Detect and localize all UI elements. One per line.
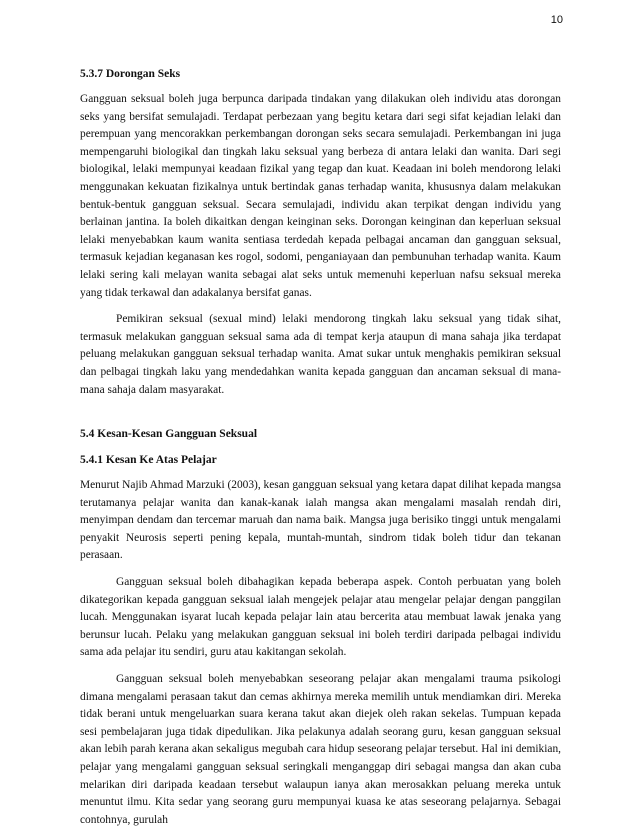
section-heading-5-3-7: 5.3.7 Dorongan Seks (80, 68, 181, 80)
section-heading-5-4-1: 5.4.1 Kesan Ke Atas Pelajar (80, 454, 217, 467)
page-number: 10 (550, 14, 563, 26)
document-body (80, 66, 561, 829)
body-paragraph: Pemikiran seksual (sexual mind) lelaki mendorong tingkah laku seksual yang tidak sihat, termasuk melakukan gangguan seksual sama ada di tempat kerja ataupun di mana sahaja jika terdapat peluang melakukan gangguan seksual terhadap wanita. Amat sukar untuk menghakis pemikiran seksual dan pelbagai tingkah laku yang mendedahkan wanita kepada gangguan dan ancaman seksual di mana-mana sahaja dalam masyarakat. (80, 313, 561, 396)
body-paragraph: Gangguan seksual boleh dibahagikan kepada beberapa aspek. Contoh perbuatan yang boleh dikategorikan kepada gangguan seksual ialah mengejek pelajar atau mengelar pelajar dengan panggilan lucah. Menggunakan isyarat lucah kepada pelajar lain atau bercerita atau membuat lawak jenaka yang berunsur lucah. Pelaku yang melakukan gangguan seksual ini boleh terdiri daripada pelbagai individu sama ada pelajar itu sendiri, guru atau kakitangan sekolah. (80, 576, 561, 659)
body-paragraph: Gangguan seksual boleh juga berpunca daripada tindakan yang dilakukan oleh individu atas dorongan seks yang bersifat semulajadi. Terdapat perbezaan yang begitu ketara dari segi sifat kejadian lelaki dan perempuan yang mencorakkan perkembangan dorongan seks secara semulajadi. Perkembangan ini juga mempengaruhi biologikal dan tingkah laku seksual yang berbeza di antara lelaki dan wanita. Dari segi biologikal, lelaki mempunyai keadaan fizikal yang tegap dan kuat. Keadaan ini boleh mendorong lelaki menggunakan kekuatan fizikalnya untuk bertindak ganas terhadap wanita, khususnya dalam melakukan bentuk-bentuk gangguan seksual. Secara semulajadi, individu akan terpikat dengan individu yang berlainan jantina. Ia boleh dikaitkan dengan keinginan seks. Dorongan keinginan dan keperluan seksual lelaki menyebabkan kaum wanita sentiasa terdedah kepada pelbagai ancaman dan gangguan seksual, termasuk kejadian keganasan kes rogol, sodomi, penganiayaan dan pembunuhan terhadap wanita. Kaum lelaki sering kali melayan wanita sebagai alat seks untuk memenuhi keperluan nafsu seksual mereka yang tidak terkawal dan adakalanya bersifat ganas. (80, 93, 561, 299)
body-paragraph: Menurut Najib Ahmad Marzuki (2003), kesan gangguan seksual yang ketara dapat dilihat kepada mangsa terutamanya pelajar wanita dan kanak-kanak ialah mangsa akan mengalami masalah rendah diri, menyimpan dendam dan tercemar maruah dan nama baik. Mangsa juga berisiko tinggi untuk mengalami penyakit Neurosis seperti pening kepala, muntah-muntah, sindrom tidak boleh tidur dan tekanan perasaan. (80, 479, 561, 562)
section-heading-5-4: 5.4 Kesan-Kesan Gangguan Seksual (80, 428, 258, 441)
body-paragraph: Gangguan seksual boleh menyebabkan seseorang pelajar akan mengalami trauma psikologi dimana mengalami perasaan takut dan cemas akhirnya mereka memilih untuk mendiamkan diri. Mereka tidak berani untuk mengeluarkan suara kerana takut akan diejek oleh rakan sekelas. Tumpuan kepada sesi pembelajaran juga tidak dipedulikan. Jika pelakunya adalah seorang guru, kesan gangguan seksual akan lebih parah kerana akan sekaligus megubah cara hidup seseorang pelajar tersebut. Hal ini demikian, pelajar yang mengalami gangguan seksual seringkali menganggap diri sebagai mangsa dan akan cuba melarikan diri daripada keadaan tersebut walaupun ianya akan merosakkan peluang mereka untuk menuntut ilmu. Kita sedar yang seorang guru mempunyai kuasa ke atas seseorang pelajarnya. Sebagai contohnya, gurulah (80, 673, 561, 826)
